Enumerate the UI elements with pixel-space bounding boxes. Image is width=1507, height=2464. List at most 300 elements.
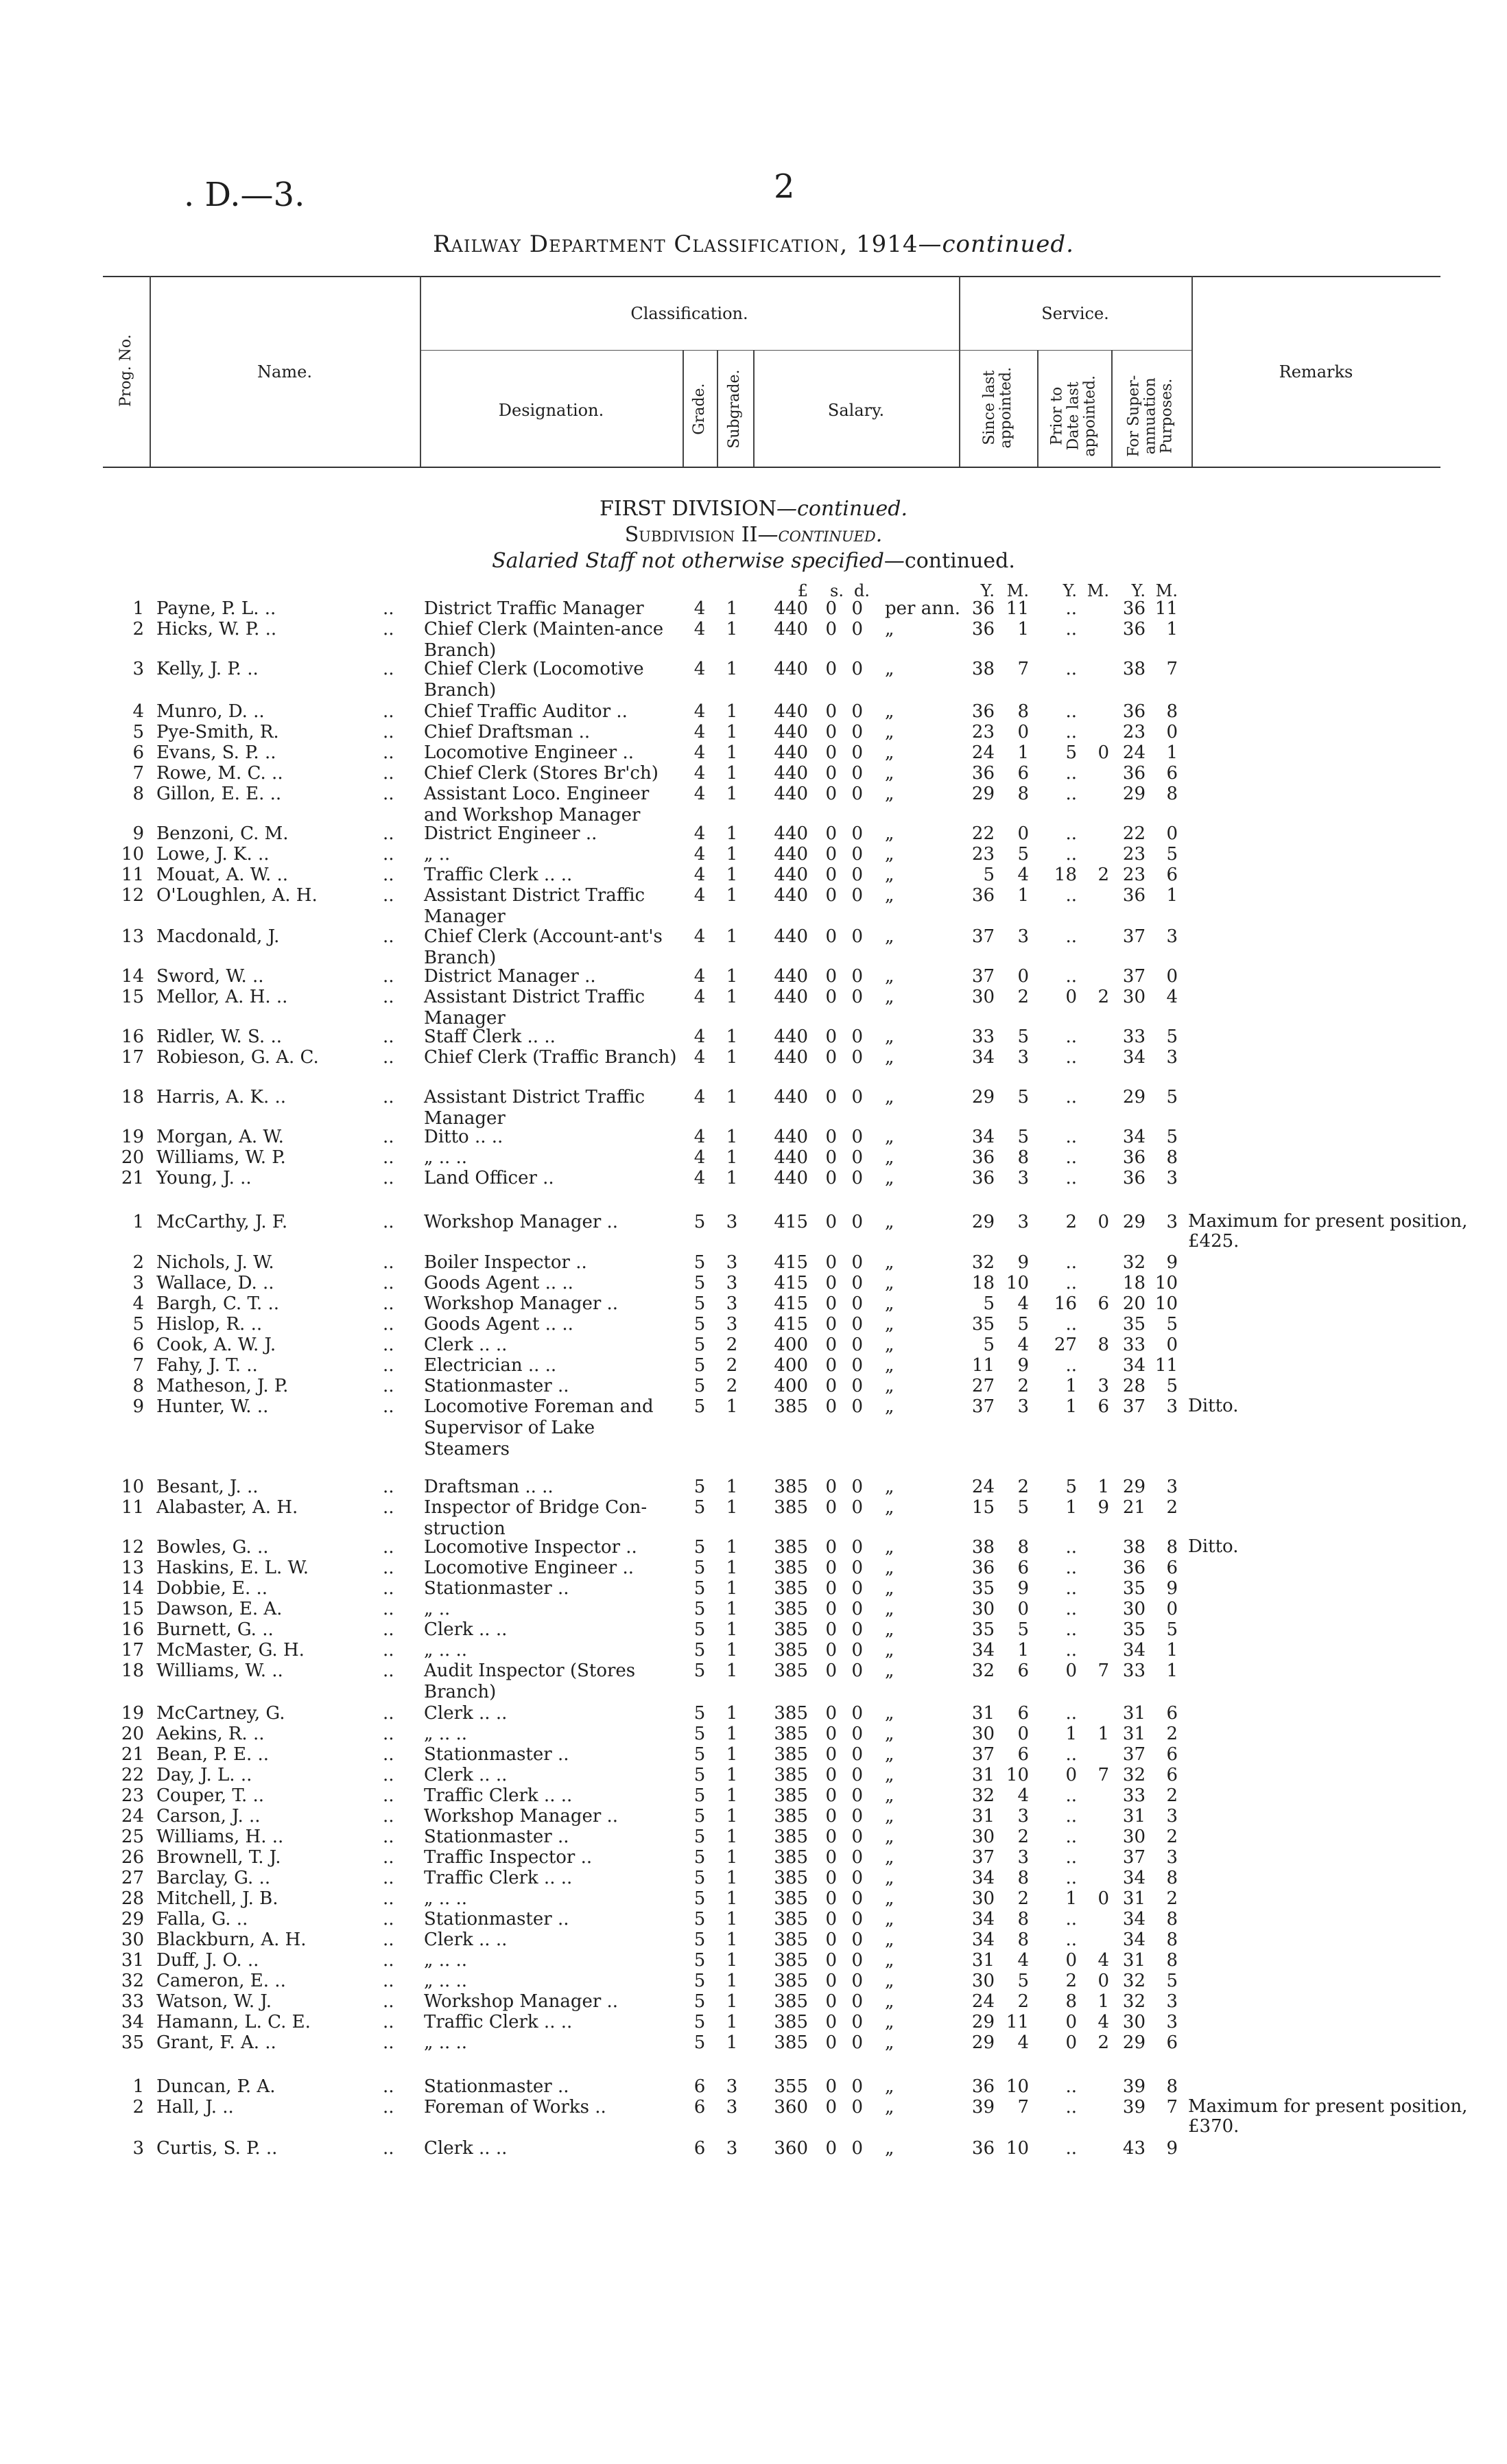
designation: „ .. (424, 1599, 451, 1619)
since-years: 24 (971, 742, 995, 763)
staff-name: Besant, J. .. (156, 1477, 259, 1497)
super-years: 36 (1122, 701, 1146, 722)
super-months: 1 (1166, 885, 1178, 906)
leader-dots: .. (383, 619, 394, 640)
leader-dots: .. (383, 885, 394, 906)
salary-shillings: 0 (825, 1724, 837, 1744)
prior-years: .. (1065, 701, 1077, 722)
prog-no: 7 (132, 1355, 144, 1376)
unit-months-prior: M. (1087, 581, 1109, 600)
prior-years: .. (1065, 1087, 1077, 1107)
subgrade: 1 (726, 1765, 738, 1785)
super-months: 3 (1166, 1396, 1178, 1417)
salary-pence: 0 (851, 1578, 863, 1599)
super-years: 33 (1122, 1026, 1146, 1047)
grade: 5 (693, 1497, 706, 1518)
salary-pounds: 385 (774, 1785, 808, 1806)
prior-years: 27 (1054, 1335, 1077, 1355)
prog-no: 24 (121, 1806, 144, 1827)
grade: 4 (693, 701, 706, 722)
since-years: 31 (971, 1950, 995, 1971)
prior-years: 2 (1065, 1212, 1077, 1232)
salary-period: „ (885, 1335, 894, 1355)
leader-dots: .. (383, 2012, 394, 2032)
designation: Traffic Clerk .. .. (424, 1785, 573, 1806)
prog-no: 27 (121, 1868, 144, 1888)
super-years: 36 (1122, 1558, 1146, 1578)
grade: 4 (693, 722, 706, 742)
leader-dots: .. (383, 1950, 394, 1971)
prior-years: .. (1065, 1355, 1077, 1376)
leader-dots: .. (383, 1909, 394, 1929)
prior-years: 1 (1065, 1396, 1077, 1417)
grade: 4 (693, 1127, 706, 1147)
designation: „ .. .. (424, 1724, 468, 1744)
super-years: 22 (1122, 823, 1146, 844)
since-years: 29 (971, 1212, 995, 1232)
super-years: 36 (1122, 619, 1146, 640)
salary-shillings: 0 (825, 1578, 837, 1599)
staff-name: Hislop, R. .. (156, 1314, 263, 1335)
super-months: 0 (1166, 966, 1178, 987)
salary-pounds: 440 (774, 865, 808, 885)
since-years: 34 (971, 1127, 995, 1147)
grade: 5 (693, 1724, 706, 1744)
salary-pence: 0 (851, 1929, 863, 1950)
since-years: 36 (971, 1558, 995, 1578)
header-for-super: For Super-annuation Purposes. (1125, 375, 1176, 457)
subgrade: 3 (726, 1252, 738, 1273)
subgrade: 1 (726, 1396, 738, 1417)
prior-months: 0 (1097, 1212, 1109, 1232)
prog-no: 5 (132, 1314, 144, 1335)
prog-no: 21 (121, 1168, 144, 1188)
salary-pounds: 415 (774, 1293, 808, 1314)
leader-dots: .. (383, 1314, 394, 1335)
salary-pence: 0 (851, 1703, 863, 1724)
prior-months: 0 (1097, 742, 1109, 763)
salary-shillings: 0 (825, 1477, 837, 1497)
staff-name: Evans, S. P. .. (156, 742, 276, 763)
salary-pounds: 415 (774, 1212, 808, 1232)
salary-pounds: 440 (774, 722, 808, 742)
designation: Clerk .. .. (424, 2138, 508, 2159)
leader-dots: .. (383, 865, 394, 885)
salary-shillings: 0 (825, 1335, 837, 1355)
salary-period: „ (885, 1640, 894, 1661)
subgrade: 1 (726, 2012, 738, 2032)
grade: 5 (693, 1355, 706, 1376)
grade: 5 (693, 1558, 706, 1578)
super-years: 31 (1122, 1888, 1146, 1909)
salary-shillings: 0 (825, 1703, 837, 1724)
super-years: 37 (1122, 1847, 1146, 1868)
grade: 4 (693, 619, 706, 640)
designation: District Traffic Manager (424, 598, 644, 619)
super-months: 8 (1166, 1909, 1178, 1929)
super-years: 29 (1122, 1087, 1146, 1107)
prog-no: 7 (132, 763, 144, 784)
subgrade: 3 (726, 2097, 738, 2117)
super-months: 5 (1166, 1026, 1178, 1047)
leader-dots: .. (383, 987, 394, 1007)
salary-pounds: 385 (774, 1991, 808, 2012)
grade: 5 (693, 1785, 706, 1806)
staff-name: Munro, D. .. (156, 701, 265, 722)
salary-period: „ (885, 1971, 894, 1991)
grade: 5 (693, 1909, 706, 1929)
super-years: 34 (1122, 1355, 1146, 1376)
salary-period: „ (885, 1785, 894, 1806)
salary-period: „ (885, 926, 894, 947)
salary-pence: 0 (851, 1909, 863, 1929)
prior-years: 0 (1065, 2012, 1077, 2032)
unit-shillings: s. (830, 581, 844, 600)
leader-dots: .. (383, 2138, 394, 2159)
salary-pence: 0 (851, 2012, 863, 2032)
super-months: 6 (1166, 1558, 1178, 1578)
salary-pounds: 440 (774, 1168, 808, 1188)
salary-pounds: 415 (774, 1314, 808, 1335)
designation: Stationmaster .. (424, 1744, 569, 1765)
designation: Traffic Clerk .. .. (424, 2012, 573, 2032)
subgrade: 1 (726, 1806, 738, 1827)
salary-pence: 0 (851, 966, 863, 987)
salary-pence: 0 (851, 1168, 863, 1188)
col-divider (1111, 350, 1113, 467)
prior-months: 4 (1097, 1950, 1109, 1971)
since-months: 3 (1017, 1047, 1029, 1068)
prior-years: .. (1065, 1703, 1077, 1724)
since-months: 0 (1017, 823, 1029, 844)
super-months: 1 (1166, 1640, 1178, 1661)
leader-dots: .. (383, 1991, 394, 2012)
super-months: 3 (1166, 1806, 1178, 1827)
staff-name: Carson, J. .. (156, 1806, 261, 1827)
since-months: 2 (1017, 1827, 1029, 1847)
super-years: 24 (1122, 742, 1146, 763)
prior-years: 1 (1065, 1497, 1077, 1518)
salary-pounds: 385 (774, 1578, 808, 1599)
prior-years: .. (1065, 1047, 1077, 1068)
division-title: FIRST DIVISION (599, 497, 777, 521)
super-years: 38 (1122, 659, 1146, 679)
salary-pence: 0 (851, 742, 863, 763)
grade: 5 (693, 1888, 706, 1909)
since-years: 38 (971, 1537, 995, 1558)
salary-pounds: 385 (774, 2032, 808, 2053)
since-months: 3 (1017, 1847, 1029, 1868)
designation: Boiler Inspector .. (424, 1252, 587, 1273)
designation: Clerk .. .. (424, 1929, 508, 1950)
super-months: 8 (1166, 784, 1178, 804)
super-months: 8 (1166, 1929, 1178, 1950)
prog-no: 22 (121, 1765, 144, 1785)
grade: 5 (693, 1619, 706, 1640)
super-months: 3 (1166, 2012, 1178, 2032)
prior-years: .. (1065, 1847, 1077, 1868)
unit-years-prior: Y. (1063, 581, 1077, 600)
staff-name: Hall, J. .. (156, 2097, 234, 2117)
salary-period: „ (885, 1558, 894, 1578)
salary-period: „ (885, 1827, 894, 1847)
designation: Foreman of Works .. (424, 2097, 606, 2117)
staff-name: Hunter, W. .. (156, 1396, 269, 1417)
salary-pence: 0 (851, 659, 863, 679)
prior-years: .. (1065, 1558, 1077, 1578)
since-months: 5 (1017, 1619, 1029, 1640)
staff-suffix: —continued. (883, 549, 1015, 573)
since-months: 3 (1017, 926, 1029, 947)
super-years: 30 (1122, 1599, 1146, 1619)
since-years: 36 (971, 2138, 995, 2159)
staff-name: Wallace, D. .. (156, 1273, 274, 1293)
leader-dots: .. (383, 1273, 394, 1293)
salary-period: „ (885, 763, 894, 784)
salary-pounds: 385 (774, 1619, 808, 1640)
prior-years: .. (1065, 1929, 1077, 1950)
salary-pounds: 440 (774, 742, 808, 763)
super-months: 6 (1166, 1703, 1178, 1724)
staff-name: Grant, F. A. .. (156, 2032, 276, 2053)
designation: Ditto .. .. (424, 1127, 503, 1147)
leader-dots: .. (383, 2076, 394, 2097)
staff-name: Young, J. .. (156, 1168, 252, 1188)
designation: Electrician .. .. (424, 1355, 557, 1376)
prior-years: .. (1065, 1744, 1077, 1765)
since-years: 36 (971, 619, 995, 640)
subgrade: 1 (726, 1827, 738, 1847)
super-years: 28 (1122, 1376, 1146, 1396)
salary-shillings: 0 (825, 701, 837, 722)
designation: District Engineer .. (424, 823, 597, 844)
prog-no: 28 (121, 1888, 144, 1909)
since-months: 0 (1017, 1599, 1029, 1619)
salary-shillings: 0 (825, 885, 837, 906)
salary-shillings: 0 (825, 1047, 837, 1068)
subgrade: 1 (726, 1909, 738, 1929)
subgrade: 1 (726, 966, 738, 987)
salary-pence: 0 (851, 598, 863, 619)
super-years: 32 (1122, 1765, 1146, 1785)
salary-shillings: 0 (825, 1127, 837, 1147)
salary-period: „ (885, 722, 894, 742)
salary-period: „ (885, 2012, 894, 2032)
grade: 4 (693, 763, 706, 784)
subgrade: 3 (726, 1273, 738, 1293)
since-years: 5 (983, 1293, 995, 1314)
subgrade: 1 (726, 763, 738, 784)
super-years: 39 (1122, 2076, 1146, 2097)
since-years: 36 (971, 1168, 995, 1188)
page-title (0, 231, 1507, 258)
salary-pence: 0 (851, 2097, 863, 2117)
grade: 5 (693, 1537, 706, 1558)
since-months: 10 (1006, 2076, 1029, 2097)
designation: Chief Clerk (Account-ant's Branch) (424, 926, 663, 968)
prog-no: 2 (132, 619, 144, 640)
prior-years: .. (1065, 844, 1077, 865)
salary-pounds: 440 (774, 659, 808, 679)
prog-no: 18 (121, 1087, 144, 1107)
salary-period: „ (885, 659, 894, 679)
leader-dots: .. (383, 1929, 394, 1950)
since-years: 31 (971, 1703, 995, 1724)
since-years: 36 (971, 1147, 995, 1168)
since-years: 18 (971, 1273, 995, 1293)
prog-no: 20 (121, 1724, 144, 1744)
designation: „ .. .. (424, 1640, 468, 1661)
super-months: 6 (1166, 1744, 1178, 1765)
salary-shillings: 0 (825, 1806, 837, 1827)
header-prog-no: Prog. No. (117, 334, 134, 407)
grade: 5 (693, 1477, 706, 1497)
since-years: 29 (971, 2032, 995, 2053)
salary-shillings: 0 (825, 722, 837, 742)
leader-dots: .. (383, 1293, 394, 1314)
staff-name: Brownell, T. J. (156, 1847, 281, 1868)
since-years: 36 (971, 885, 995, 906)
grade: 5 (693, 1376, 706, 1396)
designation: Stationmaster .. (424, 1909, 569, 1929)
grade: 4 (693, 659, 706, 679)
since-months: 4 (1017, 2032, 1029, 2053)
salary-period: „ (885, 1047, 894, 1068)
salary-pence: 0 (851, 2138, 863, 2159)
subgrade: 1 (726, 1929, 738, 1950)
leader-dots: .. (383, 1477, 394, 1497)
leader-dots: .. (383, 1355, 394, 1376)
prior-years: 1 (1065, 1888, 1077, 1909)
prior-years: .. (1065, 659, 1077, 679)
salary-shillings: 0 (825, 1293, 837, 1314)
super-months: 5 (1166, 1376, 1178, 1396)
salary-shillings: 0 (825, 2076, 837, 2097)
staff-name: Benzoni, C. M. (156, 823, 289, 844)
designation: Assistant District Traffic Manager (424, 987, 645, 1029)
grade: 5 (693, 1212, 706, 1232)
staff-name: Lowe, J. K. .. (156, 844, 270, 865)
since-months: 5 (1017, 1314, 1029, 1335)
salary-pounds: 440 (774, 1127, 808, 1147)
super-years: 37 (1122, 926, 1146, 947)
salary-pence: 0 (851, 1558, 863, 1578)
grade: 5 (693, 1599, 706, 1619)
salary-period: „ (885, 1537, 894, 1558)
since-years: 32 (971, 1661, 995, 1681)
staff-name: Morgan, A. W. (156, 1127, 284, 1147)
since-months: 6 (1017, 1661, 1029, 1681)
designation: Assistant District Traffic Manager (424, 885, 645, 927)
salary-shillings: 0 (825, 619, 837, 640)
salary-pence: 0 (851, 1212, 863, 1232)
salary-pounds: 385 (774, 1765, 808, 1785)
title-suffix: —continued. (918, 231, 1074, 258)
salary-pence: 0 (851, 1868, 863, 1888)
designation: „ .. .. (424, 1971, 468, 1991)
since-months: 11 (1006, 598, 1029, 619)
staff-name: Bean, P. E. .. (156, 1744, 270, 1765)
salary-period: „ (885, 1724, 894, 1744)
staff-name: Barclay, G. .. (156, 1868, 271, 1888)
salary-pence: 0 (851, 1355, 863, 1376)
super-years: 31 (1122, 1724, 1146, 1744)
salary-pence: 0 (851, 1971, 863, 1991)
subgrade: 1 (726, 1599, 738, 1619)
salary-pence: 0 (851, 1293, 863, 1314)
since-months: 2 (1017, 1888, 1029, 1909)
staff-name: O'Loughlen, A. H. (156, 885, 318, 906)
subgrade: 2 (726, 1335, 738, 1355)
subgrade: 3 (726, 1293, 738, 1314)
header-remarks: Remarks (1279, 362, 1353, 382)
salary-pence: 0 (851, 1047, 863, 1068)
salary-pounds: 440 (774, 926, 808, 947)
super-months: 11 (1154, 1355, 1178, 1376)
prior-years: 0 (1065, 2032, 1077, 2053)
since-months: 6 (1017, 1703, 1029, 1724)
salary-period: „ (885, 1619, 894, 1640)
since-years: 35 (971, 1578, 995, 1599)
prior-years: .. (1065, 1578, 1077, 1599)
since-years: 34 (971, 1868, 995, 1888)
salary-shillings: 0 (825, 1396, 837, 1417)
subgrade: 2 (726, 1376, 738, 1396)
salary-shillings: 0 (825, 1212, 837, 1232)
salary-shillings: 0 (825, 823, 837, 844)
prog-no: 16 (121, 1026, 144, 1047)
grade: 5 (693, 1950, 706, 1971)
salary-pence: 0 (851, 1888, 863, 1909)
leader-dots: .. (383, 1847, 394, 1868)
grade: 4 (693, 1087, 706, 1107)
salary-pounds: 385 (774, 1497, 808, 1518)
leader-dots: .. (383, 2097, 394, 2117)
prog-no: 9 (132, 823, 144, 844)
designation: Chief Traffic Auditor .. (424, 701, 628, 722)
salary-shillings: 0 (825, 1971, 837, 1991)
since-months: 1 (1017, 1640, 1029, 1661)
designation: „ .. (424, 844, 451, 865)
salary-pence: 0 (851, 1619, 863, 1640)
super-years: 34 (1122, 1047, 1146, 1068)
unit-years-since: Y. (980, 581, 995, 600)
salary-shillings: 0 (825, 1619, 837, 1640)
subgrade: 1 (726, 1724, 738, 1744)
leader-dots: .. (383, 1087, 394, 1107)
salary-pounds: 400 (774, 1376, 808, 1396)
salary-shillings: 0 (825, 1252, 837, 1273)
super-months: 2 (1166, 1724, 1178, 1744)
salary-pence: 0 (851, 1806, 863, 1827)
since-years: 22 (971, 823, 995, 844)
salary-pounds: 385 (774, 1558, 808, 1578)
super-months: 2 (1166, 1497, 1178, 1518)
subgrade: 1 (726, 1026, 738, 1047)
grade: 5 (693, 1578, 706, 1599)
subgrade: 1 (726, 1785, 738, 1806)
super-months: 8 (1166, 1537, 1178, 1558)
salary-period: „ (885, 865, 894, 885)
subgrade: 1 (726, 1744, 738, 1765)
subgrade: 1 (726, 823, 738, 844)
leader-dots: .. (383, 926, 394, 947)
leader-dots: .. (383, 1026, 394, 1047)
prog-no: 1 (132, 598, 144, 619)
since-years: 31 (971, 1806, 995, 1827)
super-months: 6 (1166, 2032, 1178, 2053)
since-months: 5 (1017, 1127, 1029, 1147)
